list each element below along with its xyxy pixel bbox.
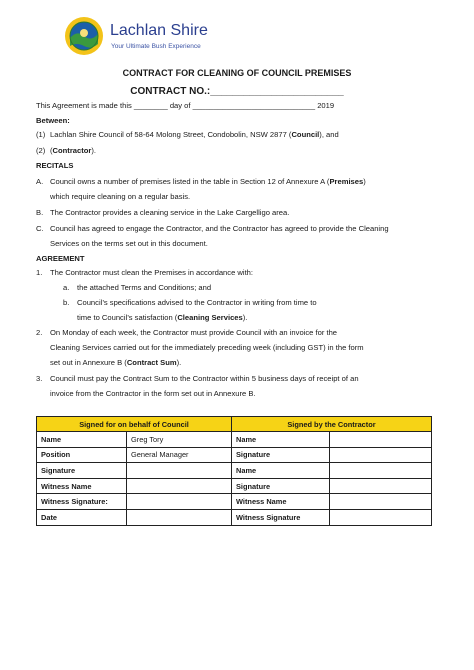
clause-2-number: 2. [36, 328, 43, 337]
party-1-text: Lachlan Shire Council of 58-64 Molong Street, Condobolin, NSW 2877 (Council), and [50, 130, 339, 139]
clause-1b-line-2: time to Council’s satisfaction (Cleaning Services). [77, 313, 248, 322]
table-row [37, 494, 432, 510]
party-1-number: (1) [36, 130, 46, 139]
council-label: Signature [37, 463, 127, 479]
clause-3-number: 3. [36, 374, 43, 383]
contractor-label: Witness Name [232, 494, 330, 510]
contractor-signature-header: Signed by the Contractor [232, 417, 432, 432]
clause-1a-number: a. [63, 283, 70, 292]
clause-1-number: 1. [36, 268, 43, 277]
clause-2-line-2: Cleaning Services carried out for the immediately preceding week (including GST) in the form [50, 343, 364, 352]
council-value [127, 478, 232, 494]
party-2-text: (Contractor). [50, 146, 96, 155]
contractor-value [330, 432, 432, 448]
contractor-value [330, 494, 432, 510]
party-2-number: (2) [36, 146, 46, 155]
recital-c-line-2: Services on the terms set out in this document. [50, 239, 208, 248]
agreement-date-line: This Agreement is made this ________ day of _____________________________ 2019 [36, 101, 335, 110]
council-label: Position [37, 447, 127, 463]
clause-1-text: The Contractor must clean the Premises in accordance with: [50, 268, 254, 277]
clause-1b-number: b. [63, 298, 70, 307]
clause-2-line-1: On Monday of each week, the Contractor must provide Council with an invoice for the [50, 328, 338, 337]
clause-1b-line-1: Council’s specifications advised to the Contractor in writing from time to [77, 298, 317, 307]
signature-table [36, 416, 432, 526]
recital-a-line-1: Council owns a number of premises listed in the table in Section 12 of Annexure A (Premises) [50, 177, 366, 186]
contractor-label: Signature [232, 478, 330, 494]
table-row [37, 432, 432, 448]
brand-name: Lachlan Shire [110, 22, 208, 39]
clause-3-line-2: invoice from the Contractor in the form set out in Annexure B. [50, 389, 256, 398]
council-value: Greg Tory [127, 432, 232, 448]
contractor-value [330, 447, 432, 463]
recital-c-number: C. [36, 224, 44, 233]
council-value [127, 494, 232, 510]
clause-3-line-1: Council must pay the Contract Sum to the Contractor within 5 business days of receipt of an [50, 374, 359, 383]
table-row [37, 463, 432, 479]
brand-tagline: Your Ultimate Bush Experience [111, 43, 201, 50]
council-value [127, 509, 232, 525]
recital-a-line-2: which require cleaning on a regular basis. [50, 192, 191, 201]
recitals-heading: RECITALS [36, 161, 74, 170]
council-label: Witness Signature: [37, 494, 127, 510]
recital-a-number: A. [36, 177, 44, 186]
contractor-value [330, 509, 432, 525]
council-signature-header: Signed for on behalf of Council [37, 417, 232, 432]
clause-2-line-3: set out in Annexure B (Contract Sum). [50, 358, 182, 367]
contractor-label: Name [232, 463, 330, 479]
recital-b-number: B. [36, 208, 44, 217]
table-row [37, 447, 432, 463]
council-seal-icon [64, 16, 104, 56]
between-heading: Between: [36, 116, 70, 125]
contractor-value [330, 463, 432, 479]
contractor-label: Signature [232, 447, 330, 463]
contractor-label: Name [232, 432, 330, 448]
table-row [37, 509, 432, 525]
document-title: CONTRACT FOR CLEANING OF COUNCIL PREMISES [122, 68, 352, 78]
council-value: General Manager [127, 447, 232, 463]
contractor-label: Witness Signature [232, 509, 330, 525]
contract-number: CONTRACT NO.:________________________ [130, 86, 344, 97]
recital-b-line-1: The Contractor provides a cleaning service in the Lake Cargelligo area. [50, 208, 290, 217]
council-label: Date [37, 509, 127, 525]
council-value [127, 463, 232, 479]
lachlan-shire-logo [64, 14, 214, 58]
contractor-value [330, 478, 432, 494]
council-label: Witness Name [37, 478, 127, 494]
recital-c-line-1: Council has agreed to engage the Contractor, and the Contractor has agreed to provide the Cleaning [50, 224, 389, 233]
table-row [37, 478, 432, 494]
agreement-heading: AGREEMENT [36, 254, 85, 263]
signature-table-header [37, 417, 432, 432]
clause-1a-text: the attached Terms and Conditions; and [77, 283, 212, 292]
council-label: Name [37, 432, 127, 448]
